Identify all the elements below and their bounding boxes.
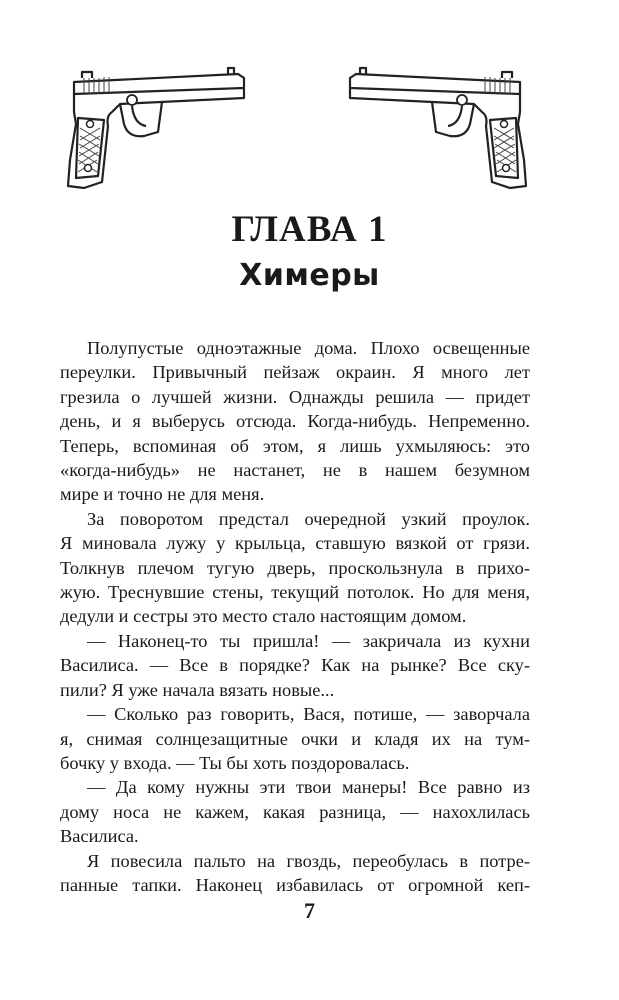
text-line: мире и точно не для меня. [60,484,265,505]
text-line: бочку у входа. — Ты бы хоть поздоровалась. [60,752,410,773]
text-line: Я повесила пальто на гвоздь, переобулась в потре- [87,850,530,871]
text-line: день, и я выберусь отсюда. Когда-нибудь. Непременно. [60,411,530,432]
text-line: жую. Треснувшие стены, текущий потолок. Но для меня, [60,582,530,603]
text-line: За поворотом предстал очередной узкий проулок. [87,508,530,529]
text-line: дедули и сестры это место стало настоящим домом. [60,606,467,627]
chapter-title: ГЛАВА 1 [231,209,388,250]
text-line: дому носа не кажем, какая разница, — нахохлилась [60,801,530,822]
text-line: пили? Я уже начала вязать новые... [60,679,335,700]
text-line: Толкнув плечом тугую дверь, проскользнула в прихо- [60,557,530,578]
text-line: — Да кому нужны эти твои манеры! Все равно из [87,777,530,798]
pistol-icon [62,64,252,192]
text-line: — Наконец-то ты пришла! — закричала из кухни [87,630,530,651]
text-line: грезила о лучшей жизни. Однажды решила — придет [60,386,530,407]
pistol-icon [342,64,532,192]
text-line: Я миновала лужу у крыльца, ставшую вязкой от грязи. [60,533,530,554]
text-line: Теперь, вспоминая об этом, я лишь ухмыляюсь: это [60,435,530,456]
text-line: Василиса. [60,826,139,847]
text-line: Василиса. — Все в порядке? Как на рынке? Все ску- [60,655,530,676]
chapter-subtitle: Химеры [239,258,380,293]
text-line: Полупустые одноэтажные дома. Плохо освещенные [87,338,530,358]
text-line: «когда-нибудь» не настанет, не в нашем безумном [60,460,530,481]
text-line: панные тапки. Наконец избавилась от огромной кеп- [60,874,530,895]
text-line: я, снимая солнцезащитные очки и кладя их на тум- [60,728,530,749]
text-line: — Сколько раз говорить, Вася, потише, — заворчала [87,704,530,725]
body-text [60,336,530,897]
page-number: 7 [304,898,315,923]
text-line: переулки. Привычный пейзаж окраин. Я много лет [60,362,530,383]
